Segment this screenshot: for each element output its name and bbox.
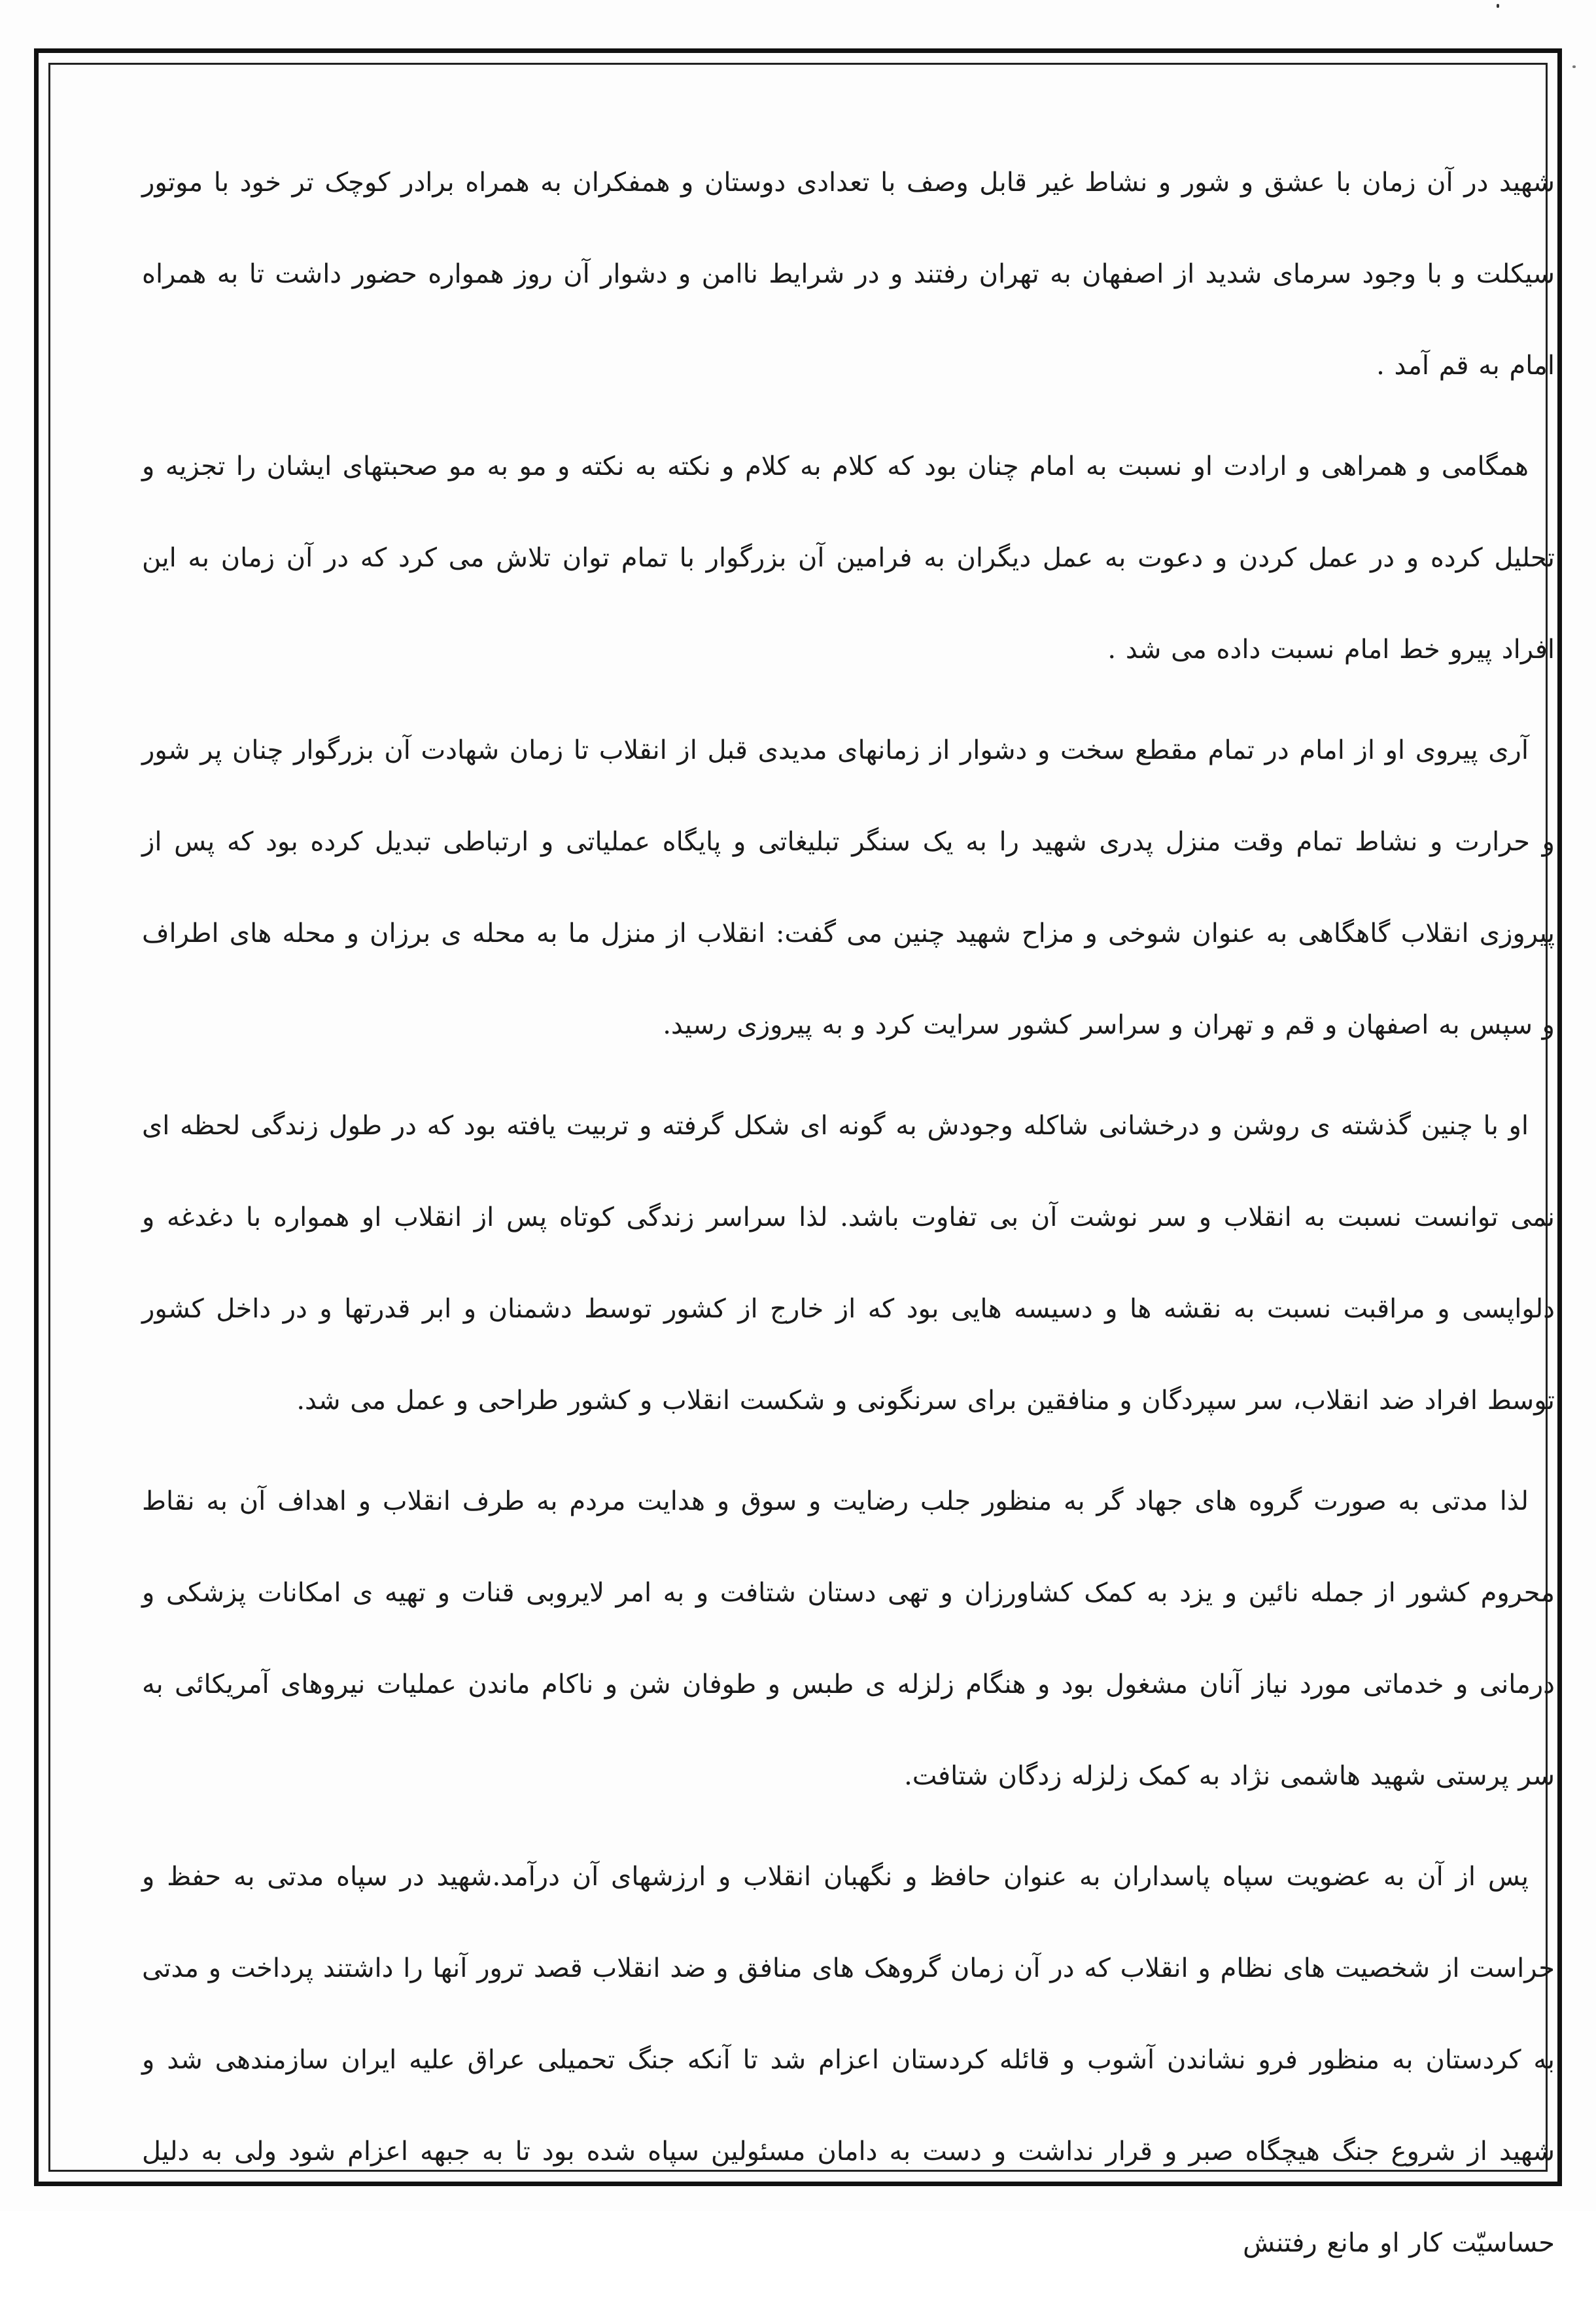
scan-speck bbox=[1572, 65, 1576, 68]
paragraph-5: لذا مدتی به صورت گروه های جهاد گر به منظور جلب رضایت و سوق و هدایت مردم به طرف انقلاب و اهداف آن به نقاط محروم کشور از جمله نائین و یزد به کمک کشاورزان و تهی دستان شتافت و به امر لایروبی قنات و تهیه ی امکانات پزشکی و درمانی و خدماتی مورد نیاز آنان مشغول بود و هنگام زلزله ی طبس و طوفان شن و ناکام ماندن عملیات نیروهای آمریکائی به سر پرستی شهید هاشمی نژاد به کمک زلزله زدگان شتافت. bbox=[142, 1486, 1555, 1791]
scan-speck bbox=[1497, 4, 1499, 8]
paragraph-3: آری پیروی او از امام در تمام مقطع سخت و دشوار از زمانهای مدیدی قبل از انقلاب تا زمان شهادت آن بزرگوار چنان پر شور و حرارت و نشاط تمام وقت منزل پدری شهید را به یک سنگر تبلیغاتی و پایگاه عملیاتی و ارتباطی تبدیل کرده بود که پس از پیروزی انقلاب گاهگاهی به عنوان شوخی و مزاح شهید چنین می گفت: انقلاب از منزل ما به محله ی برزان و محله های اطراف و سپس به اصفهان و قم و تهران و سراسر کشور سرایت کرد و به پیروزی رسید. bbox=[142, 735, 1555, 1040]
paragraph-2: همگامی و همراهی و ارادت او نسبت به امام چنان بود که کلام به کلام و نکته به نکته و مو به مو صحبتهای ایشان را تجزیه و تحلیل کرده و در عمل کردن و دعوت به عمل دیگران به فرامین آن بزرگوار با تمام توان تلاش می کرد که در آن زمان به این افراد پیرو خط امام نسبت داده می شد . bbox=[142, 451, 1555, 665]
paragraph-4: او با چنین گذشته ی روشن و درخشانی شاکله وجودش به گونه ای شکل گرفته و تربیت یافته بود که در طول زندگی لحظه ای نمی توانست نسبت به انقلاب و سر نوشت آن بی تفاوت باشد. لذا سراسر زندگی کوتاه پس از انقلاب او همواره با دغدغه و دلواپسی و مراقبت نسبت به نقشه ها و دسیسه هایی بود که از خارج از کشور توسط دشمنان و ابر قدرتها و در داخل کشور توسط افراد ضد انقلاب، سر سپردگان و منافقین برای سرنگونی و شکست انقلاب و کشور طراحی و عمل می شد. bbox=[142, 1111, 1555, 1416]
paragraph-1: شهید در آن زمان با عشق و شور و نشاط غیر قابل وصف با تعدادی دوستان و همفکران به همراه برادر کوچک تر خود با موتور سیکلت و با وجود سرمای شدید از اصفهان به تهران رفتند و در شرایط ناامن و دشوار آن روز همواره حضور داشت تا به همراه امام به قم آمد . bbox=[142, 167, 1555, 381]
paragraph-6: پس از آن به عضویت سپاه پاسداران به عنوان حافظ و نگهبان انقلاب و ارزشهای آن درآمد.شهید در سپاه مدتی به حفظ و حراست از شخصیت های نظام و انقلاب که در آن زمان گروهک های منافق و ضد انقلاب قصد ترور آنها را داشتند پرداخت و مدتی به کردستان به منظور فرو نشاندن آشوب و قائله کردستان اعزام شد تا آنکه جنگ تحمیلی عراق علیه ایران سازمندهی شد و شهید از شروع جنگ هیچگاه صبر و قرار نداشت و دست به دامان مسئولین سپاه شده بود تا به جبهه اعزام شود ولی به دلیل حساسیّت کار او مانع رفتنش bbox=[142, 1862, 1555, 2258]
page-border-inner bbox=[48, 63, 1555, 2258]
document-body bbox=[142, 137, 1555, 2298]
